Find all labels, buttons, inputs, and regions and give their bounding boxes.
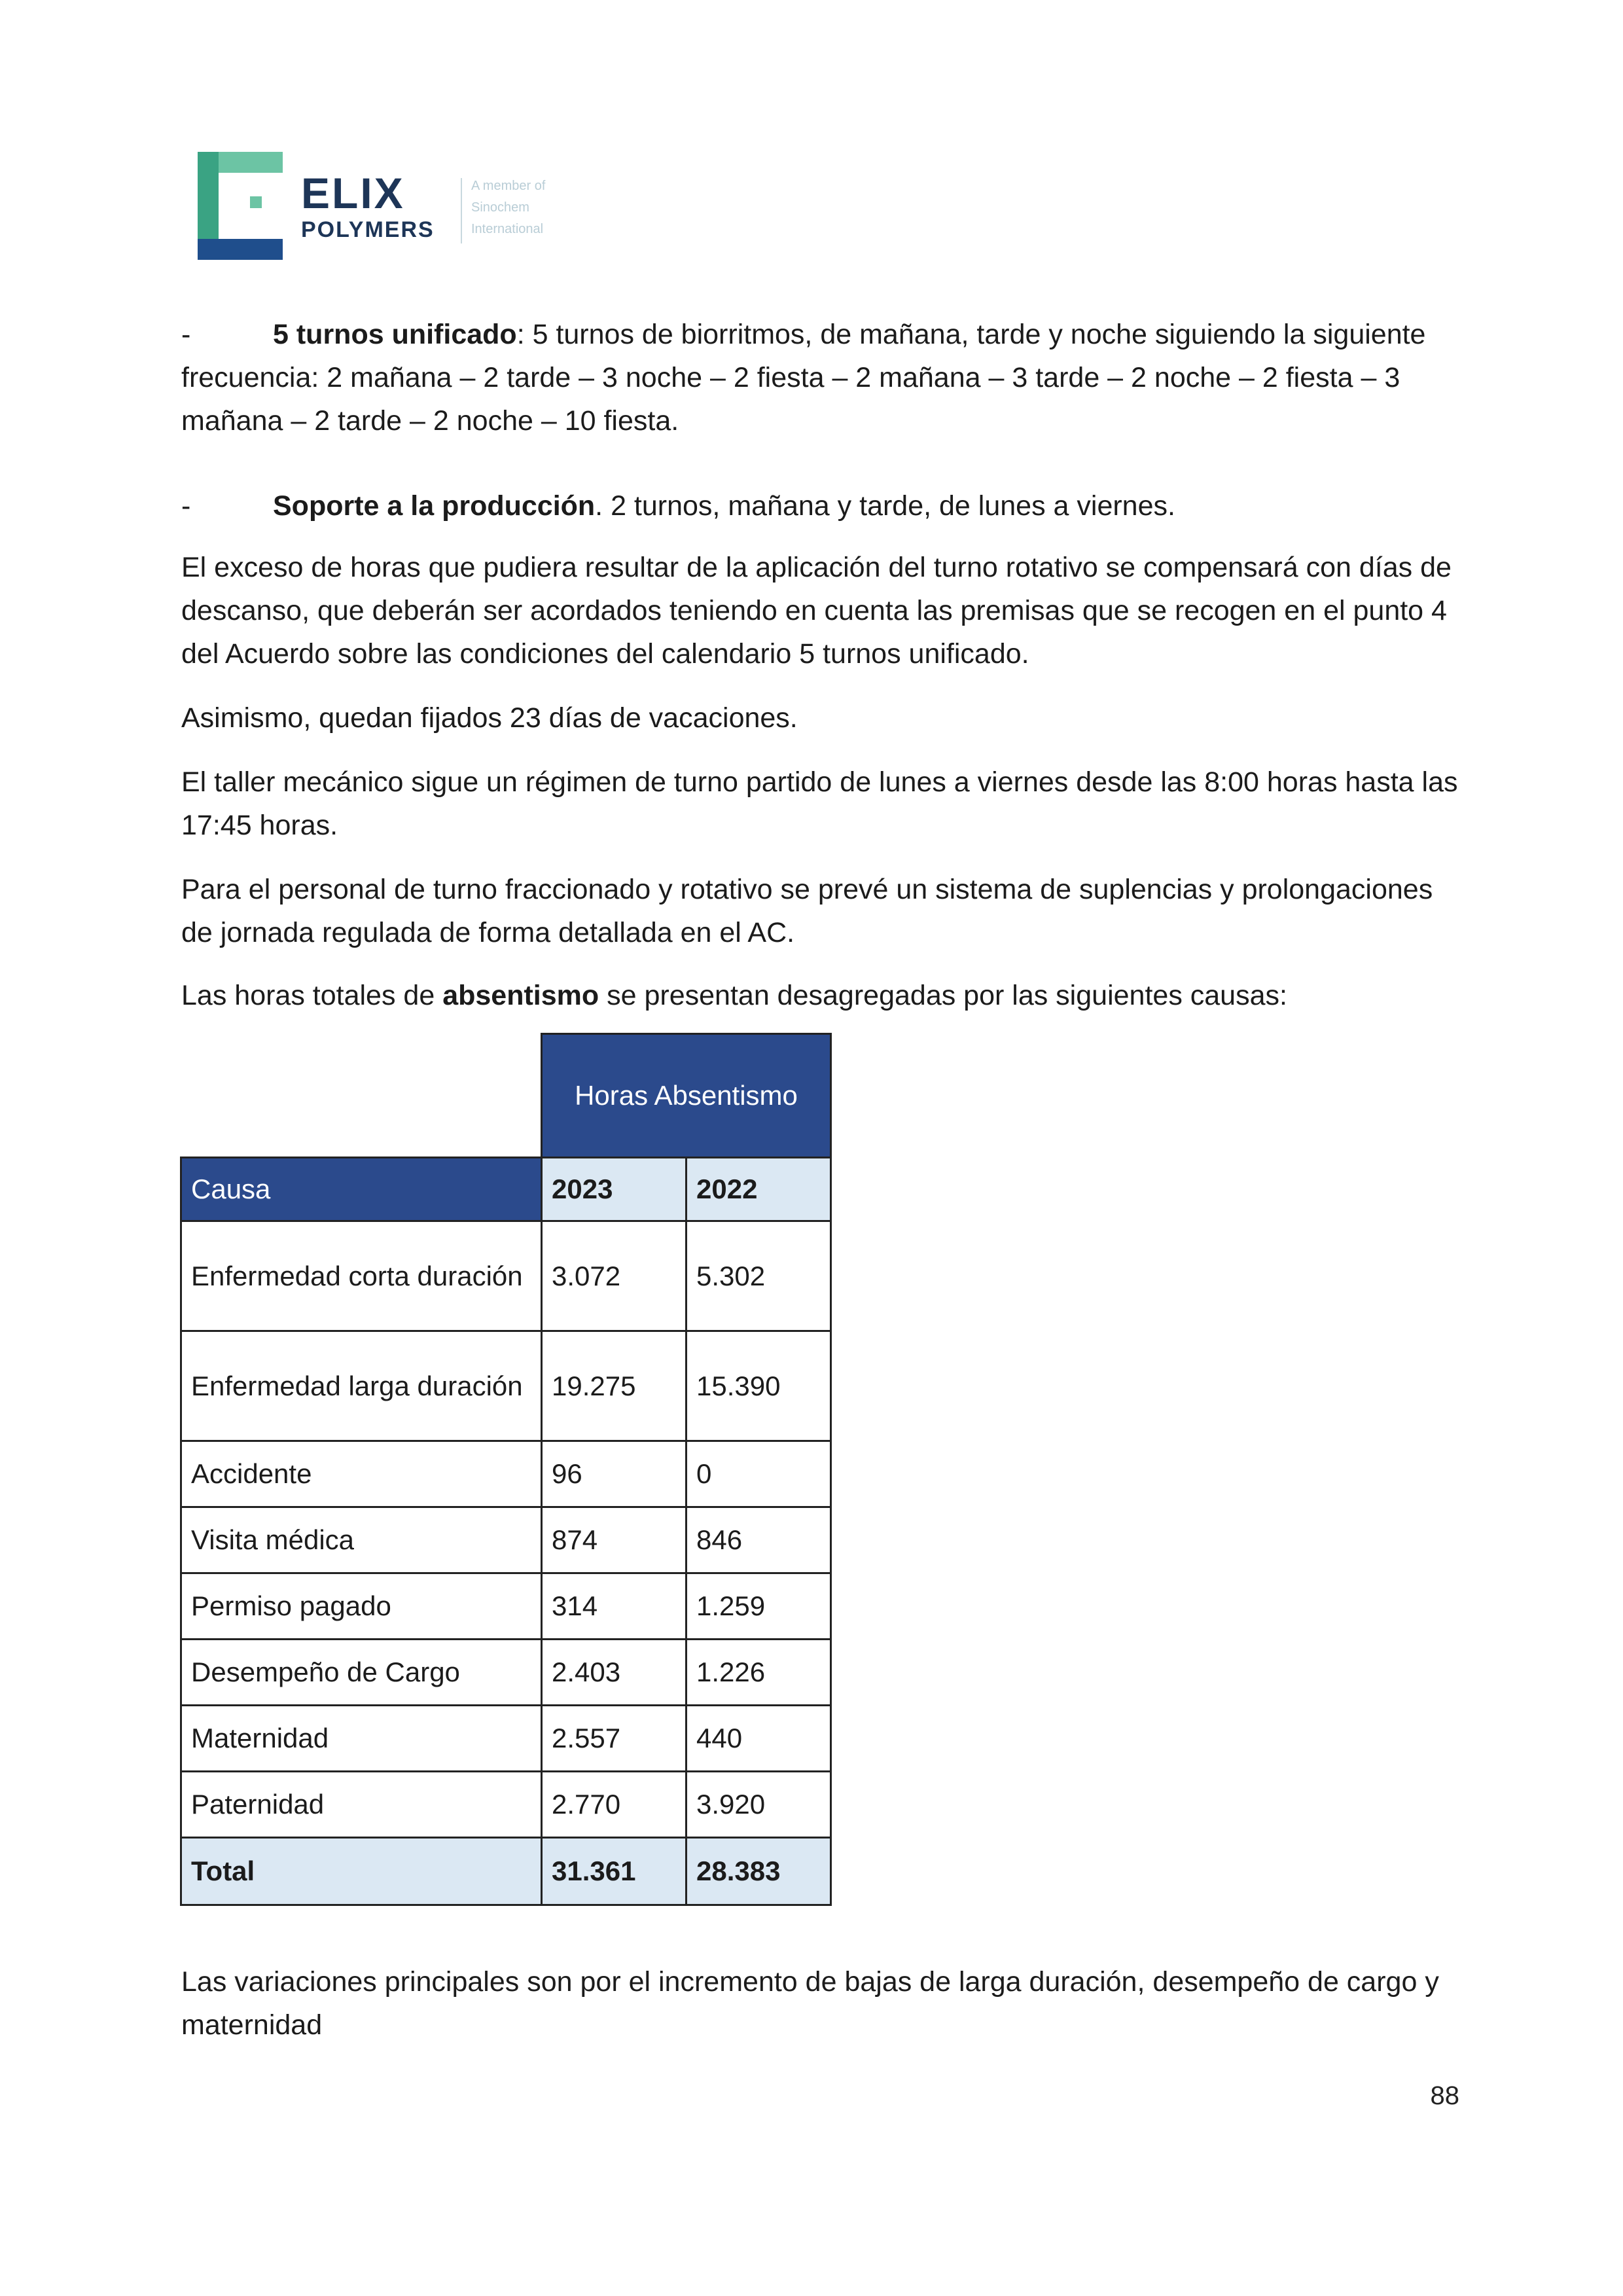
logo-name: ELIX bbox=[301, 169, 405, 217]
cell-cause: Accidente bbox=[181, 1441, 542, 1507]
company-logo bbox=[198, 152, 590, 263]
bullet-soporte bbox=[181, 484, 1464, 528]
table-row bbox=[181, 1640, 831, 1706]
total-2023: 31.361 bbox=[542, 1838, 687, 1905]
bullet-indent bbox=[181, 319, 273, 350]
bullet-indent bbox=[181, 490, 273, 522]
intro-text: se presentan desagregadas por las siguientes causas: bbox=[599, 980, 1287, 1011]
cell-cause: Maternidad bbox=[181, 1706, 542, 1772]
tagline-line: A member of bbox=[471, 179, 546, 193]
header-2023: 2023 bbox=[542, 1158, 687, 1221]
cell-cause: Permiso pagado bbox=[181, 1573, 542, 1640]
tagline-line: Sinochem bbox=[471, 200, 529, 215]
intro-text: Las horas totales de bbox=[181, 980, 443, 1011]
bullet-5-turnos bbox=[181, 313, 1464, 442]
cell-2023: 2.770 bbox=[542, 1772, 687, 1838]
paragraph-exceso: El exceso de horas que pudiera resultar de la aplicación del turno rotativo se compensará con días de descanso, que deberán ser acordados teniendo en cuenta las premisas que se recogen en el punto 4 del Acuerdo sobre las condiciones del calendario 5 turnos unificado. bbox=[181, 552, 1452, 670]
table-row bbox=[181, 1441, 831, 1507]
paragraph-variaciones: Las variaciones principales son por el incremento de bajas de larga duración, desempeño de cargo y maternidad bbox=[181, 1966, 1439, 2041]
cell-2023: 96 bbox=[542, 1441, 687, 1507]
bullet-title: 5 turnos unificado bbox=[273, 319, 517, 350]
intro-bold: absentismo bbox=[442, 980, 599, 1011]
header-2022: 2022 bbox=[687, 1158, 831, 1221]
bullet-text: : 5 turnos de biorritmos, de mañana, tarde y noche siguiendo la siguiente frecuencia: 2 mañana – 2 tarde – 3 noche – 2 fiesta – 2 mañana – 3 tarde – 2 noche – 2 fiesta – 3 mañana – 2 tarde – 2 noche – 10 fiesta. bbox=[181, 319, 1426, 437]
cell-cause: Enfermedad corta duración bbox=[181, 1221, 542, 1331]
tagline-line: International bbox=[471, 222, 544, 236]
cell-2023: 19.275 bbox=[542, 1331, 687, 1441]
cell-2022: 846 bbox=[687, 1507, 831, 1573]
cell-cause: Desempeño de Cargo bbox=[181, 1640, 542, 1706]
logo-subtitle: POLYMERS bbox=[301, 217, 435, 242]
table-header-row bbox=[181, 1034, 831, 1158]
cell-2023: 874 bbox=[542, 1507, 687, 1573]
cell-2022: 5.302 bbox=[687, 1221, 831, 1331]
table-total-row bbox=[181, 1838, 831, 1905]
bullet-dash: - bbox=[181, 319, 191, 350]
table-row bbox=[181, 1573, 831, 1640]
cell-2023: 314 bbox=[542, 1573, 687, 1640]
table-title: Horas Absentismo bbox=[542, 1034, 831, 1158]
cell-cause: Visita médica bbox=[181, 1507, 542, 1573]
total-2022: 28.383 bbox=[687, 1838, 831, 1905]
bullet-text: . 2 turnos, mañana y tarde, de lunes a viernes. bbox=[595, 490, 1175, 522]
cell-2022: 15.390 bbox=[687, 1331, 831, 1441]
total-label: Total bbox=[181, 1838, 542, 1905]
logo-divider bbox=[461, 178, 462, 243]
cell-2023: 2.403 bbox=[542, 1640, 687, 1706]
bullet-title: Soporte a la producción bbox=[273, 490, 596, 522]
elix-logo-icon bbox=[198, 152, 283, 260]
paragraph-absentismo-intro bbox=[181, 974, 1464, 1017]
table-row bbox=[181, 1507, 831, 1573]
paragraph-personal: Para el personal de turno fraccionado y rotativo se prevé un sistema de suplencias y prolongaciones de jornada regulada de forma detallada en el AC. bbox=[181, 874, 1433, 948]
cell-2022: 3.920 bbox=[687, 1772, 831, 1838]
table-row bbox=[181, 1706, 831, 1772]
cell-2022: 1.226 bbox=[687, 1640, 831, 1706]
header-cause: Causa bbox=[181, 1158, 542, 1221]
table-blank-cell bbox=[181, 1034, 542, 1158]
table-row bbox=[181, 1331, 831, 1441]
cell-cause: Paternidad bbox=[181, 1772, 542, 1838]
bullet-dash: - bbox=[181, 490, 191, 522]
cell-2023: 3.072 bbox=[542, 1221, 687, 1331]
cell-cause: Enfermedad larga duración bbox=[181, 1331, 542, 1441]
table-column-headers bbox=[181, 1158, 831, 1221]
paragraph-vacaciones: Asimismo, quedan fijados 23 días de vacaciones. bbox=[181, 702, 798, 734]
cell-2023: 2.557 bbox=[542, 1706, 687, 1772]
paragraph-taller: El taller mecánico sigue un régimen de turno partido de lunes a viernes desde las 8:00 horas hasta las 17:45 horas. bbox=[181, 766, 1458, 841]
table-row bbox=[181, 1221, 831, 1331]
logo-tagline bbox=[471, 175, 545, 240]
cell-2022: 1.259 bbox=[687, 1573, 831, 1640]
cell-2022: 0 bbox=[687, 1441, 831, 1507]
table-row bbox=[181, 1772, 831, 1838]
page-number: 88 bbox=[1430, 2081, 1459, 2110]
cell-2022: 440 bbox=[687, 1706, 831, 1772]
absentismo-table bbox=[180, 1033, 832, 1906]
